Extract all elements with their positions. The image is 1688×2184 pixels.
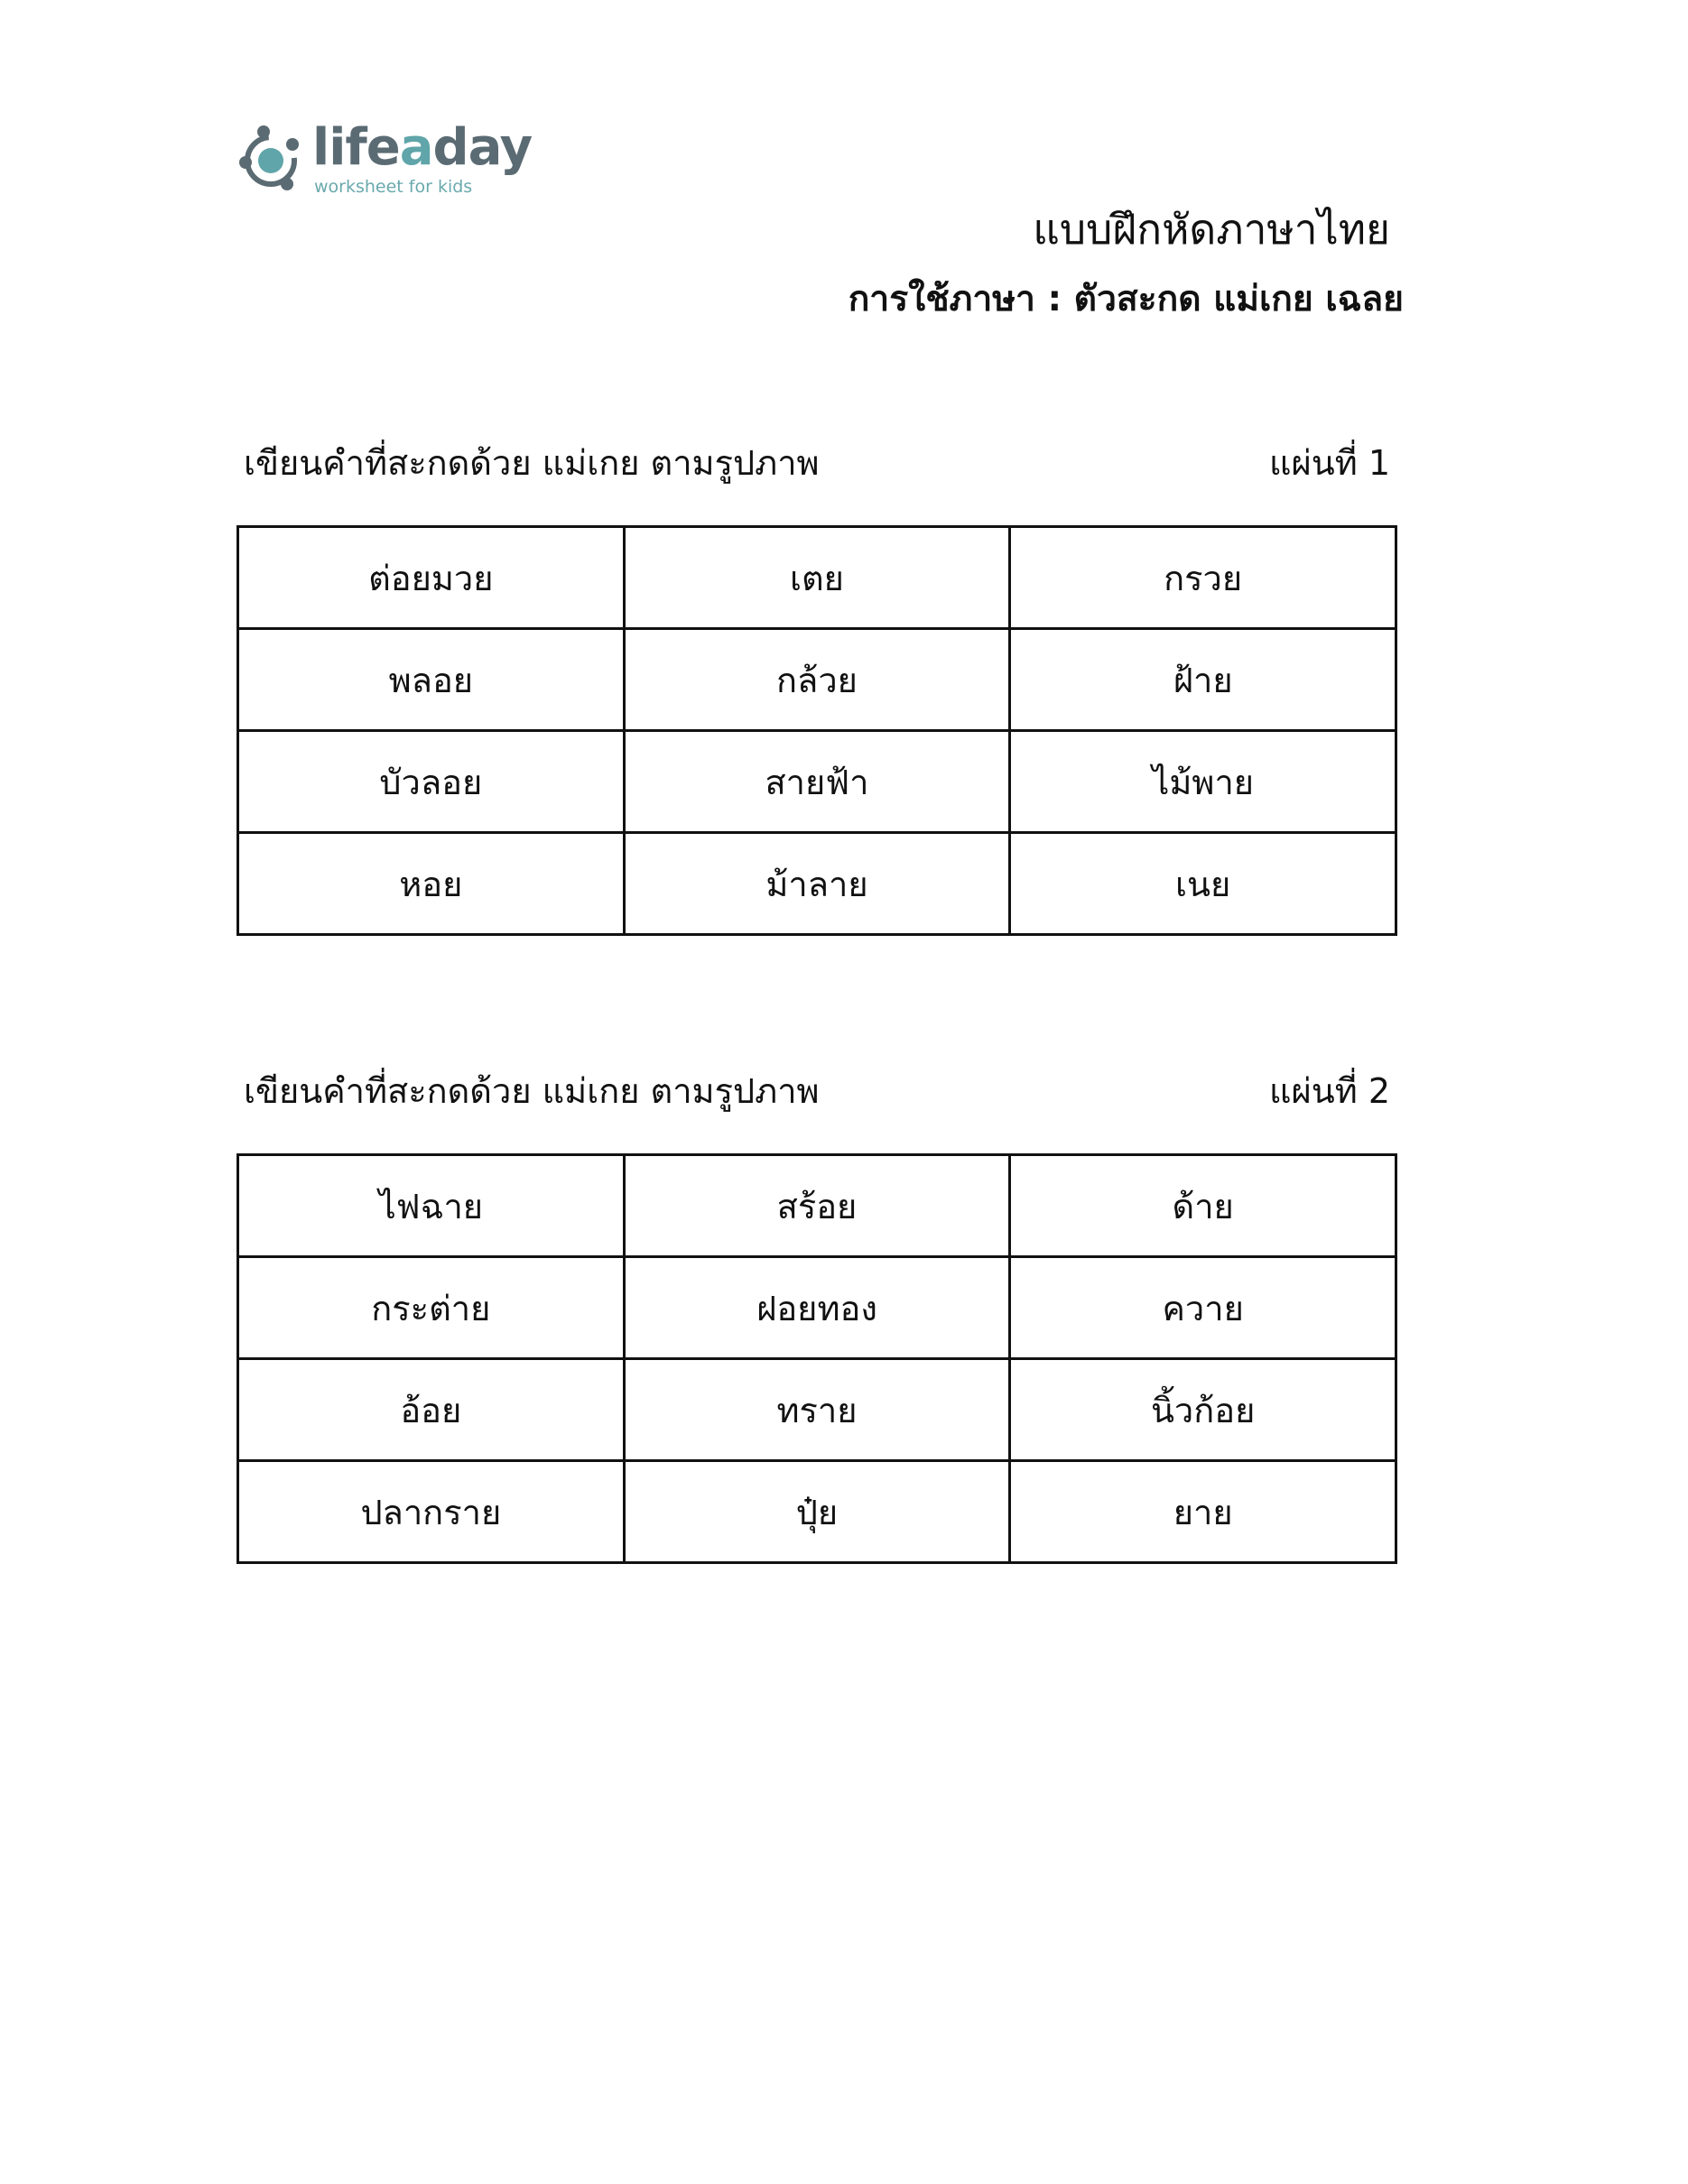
molecule-logo-icon [237,123,309,195]
table-cell: ปุ๋ย [624,1461,1010,1563]
brand-tagline: worksheet for kids [314,177,473,197]
table-cell: ฝ้าย [1010,629,1396,731]
table-row [238,629,1396,731]
table-cell: ยาย [1010,1461,1396,1563]
table-cell: อ้อย [238,1359,625,1461]
page-subtitle: การใช้ภาษา : ตัวสะกด แม่เกย เฉลย [848,279,1404,319]
table-cell: ปลากราย [238,1461,625,1563]
section-2-instruction: เขียนคำที่สะกดด้วย แม่เกย ตามรูปภาพ [244,1071,820,1111]
table-cell: ต่อยมวย [238,527,625,629]
brand-wordmark: lifeaday [312,118,533,177]
table-cell: สร้อย [624,1155,1010,1257]
section-1-sheet-number: แผ่นที่ 1 [1268,443,1390,483]
table-row [238,833,1396,935]
table-row [238,1461,1396,1563]
brand-logo [237,118,533,204]
table-cell: เนย [1010,833,1396,935]
section-1-heading [244,435,1390,490]
table-cell: ด้าย [1010,1155,1396,1257]
table-cell: ไฟฉาย [238,1155,625,1257]
table-row [238,1359,1396,1461]
table-cell: ฝอยทอง [624,1257,1010,1359]
section-2-heading [244,1063,1390,1118]
table-cell: กรวย [1010,527,1396,629]
page-title: แบบฝึกหัดภาษาไทย [1033,205,1390,254]
table-row [238,527,1396,629]
table-row [238,1155,1396,1257]
table-cell: หอย [238,833,625,935]
table-row [238,1257,1396,1359]
section-2-sheet-number: แผ่นที่ 2 [1268,1071,1390,1111]
table-cell: กล้วย [624,629,1010,731]
table-cell: สายฟ้า [624,731,1010,833]
table-row [238,731,1396,833]
answer-table-2 [237,1153,1397,1564]
table-cell: ทราย [624,1359,1010,1461]
table-cell: เตย [624,527,1010,629]
table-cell: กระต่าย [238,1257,625,1359]
table-cell: ควาย [1010,1257,1396,1359]
section-1-instruction: เขียนคำที่สะกดด้วย แม่เกย ตามรูปภาพ [244,443,820,483]
table-cell: พลอย [238,629,625,731]
table-cell: ไม้พาย [1010,731,1396,833]
table-cell: บัวลอย [238,731,625,833]
table-cell: นิ้วก้อย [1010,1359,1396,1461]
answer-table-1 [237,525,1397,936]
table-cell: ม้าลาย [624,833,1010,935]
